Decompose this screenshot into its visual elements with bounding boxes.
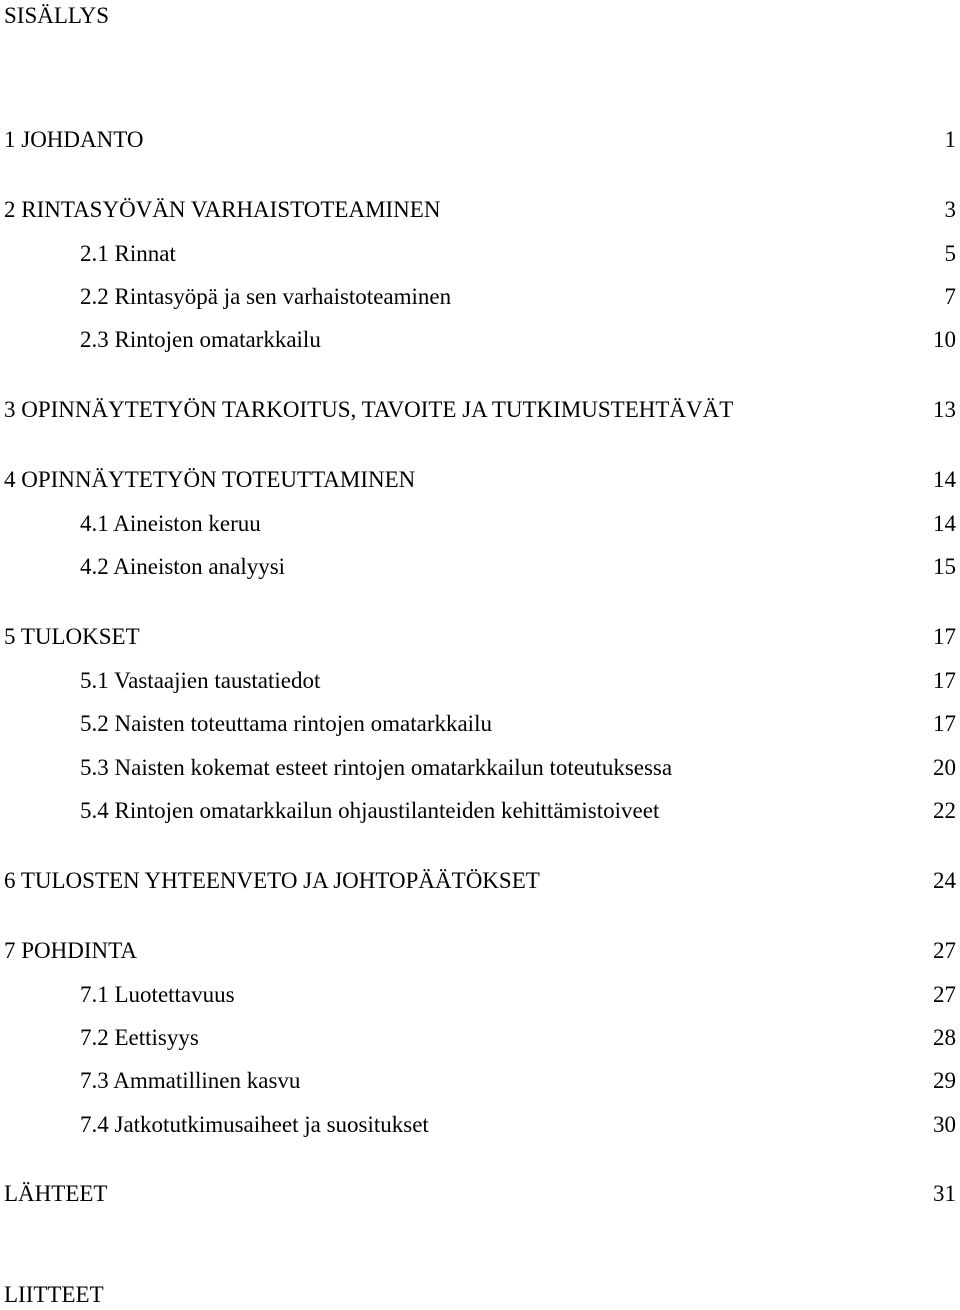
toc-entry-page: 17 (933, 668, 956, 693)
toc-entry-title: 7 POHDINTA (4, 938, 137, 963)
toc-entry-5-4 (4, 796, 956, 826)
toc-entry-page: 24 (933, 868, 956, 893)
toc-entry-2-2 (4, 282, 956, 312)
toc-entry-page: 29 (933, 1068, 956, 1093)
toc-entry-title: 5 TULOKSET (4, 624, 140, 649)
toc-entry-page: 30 (933, 1112, 956, 1137)
toc-entry-4 (4, 465, 956, 495)
toc-entry-title: LÄHTEET (4, 1181, 108, 1206)
toc-entry-title: 7.2 Eettisyys (80, 1025, 199, 1050)
toc-entry-7-2 (4, 1023, 956, 1053)
toc-entry-page: 14 (933, 467, 956, 492)
toc-entry-5 (4, 622, 956, 652)
toc-entry-page: 14 (933, 511, 956, 536)
toc-entry-page: 27 (933, 982, 956, 1007)
toc-entry-page: 17 (933, 711, 956, 736)
toc-entry-page: 5 (944, 241, 956, 266)
toc-entry-page: 13 (933, 397, 956, 422)
toc-entry-6 (4, 866, 956, 896)
toc-entry-4-1 (4, 509, 956, 539)
toc-entry-page: 3 (944, 197, 956, 222)
toc-entry-page: 28 (933, 1025, 956, 1050)
toc-entry-title: 3 OPINNÄYTETYÖN TARKOITUS, TAVOITE JA TUTKIMUSTEHTÄVÄT (4, 397, 734, 422)
toc-entry-1 (4, 125, 956, 155)
toc-entry-4-2 (4, 552, 956, 582)
toc-entry-page: 20 (933, 755, 956, 780)
toc-entry-title: 5.4 Rintojen omatarkkailun ohjaustilanteiden kehittämistoiveet (80, 798, 660, 823)
toc-entry-title: 4 OPINNÄYTETYÖN TOTEUTTAMINEN (4, 467, 416, 492)
toc-entry-5-2 (4, 709, 956, 739)
toc-entry-2 (4, 195, 956, 225)
toc-entry-title: 2.2 Rintasyöpä ja sen varhaistoteaminen (80, 284, 452, 309)
toc-entry-page: 31 (933, 1181, 956, 1206)
toc-entry-title: 1 JOHDANTO (4, 127, 144, 152)
toc-entry-title: 4.2 Aineiston analyysi (80, 554, 286, 579)
toc-entry-page: 7 (944, 284, 956, 309)
toc-entry-page: 10 (933, 327, 956, 352)
toc-entry-2-1 (4, 239, 956, 269)
toc-entry-page: 15 (933, 554, 956, 579)
toc-entry-title: 5.2 Naisten toteuttama rintojen omatarkkailu (80, 711, 492, 736)
toc-entry-7 (4, 936, 956, 966)
toc-entry-7-4 (4, 1110, 956, 1140)
page-title-text: SISÄLLYS (4, 3, 110, 28)
toc-entry-title: 2.3 Rintojen omatarkkailu (80, 327, 321, 352)
toc-entry-page: 22 (933, 798, 956, 823)
toc-entry-title: 7.3 Ammatillinen kasvu (80, 1068, 301, 1093)
toc-entry-title: 7.1 Luotettavuus (80, 982, 235, 1007)
toc-entry-5-3 (4, 753, 956, 783)
toc-entry-title: 5.3 Naisten kokemat esteet rintojen omatarkkailun toteutuksessa (80, 755, 673, 780)
toc-entry-page: 27 (933, 938, 956, 963)
toc-entry-references (4, 1179, 956, 1209)
toc-entry-title: 2.1 Rinnat (80, 241, 176, 266)
toc-entry-title: 5.1 Vastaajien taustatiedot (80, 668, 321, 693)
toc-entry-5-1 (4, 666, 956, 696)
toc-entry-page: 17 (933, 624, 956, 649)
toc-entry-title: 2 RINTASYÖVÄN VARHAISTOTEAMINEN (4, 197, 441, 222)
toc-entry-2-3 (4, 325, 956, 355)
page-title (4, 1, 956, 31)
toc-entry-7-1 (4, 980, 956, 1010)
toc-entry-title: 7.4 Jatkotutkimusaiheet ja suositukset (80, 1112, 429, 1137)
toc-entry-3 (4, 395, 956, 425)
toc-entry-page: 1 (944, 127, 956, 152)
toc-entry-7-3 (4, 1066, 956, 1096)
toc-entry-title: 4.1 Aineiston keruu (80, 511, 261, 536)
toc-entry-title: LIITTEET (4, 1282, 104, 1307)
toc-entry-title: 6 TULOSTEN YHTEENVETO JA JOHTOPÄÄTÖKSET (4, 868, 540, 893)
